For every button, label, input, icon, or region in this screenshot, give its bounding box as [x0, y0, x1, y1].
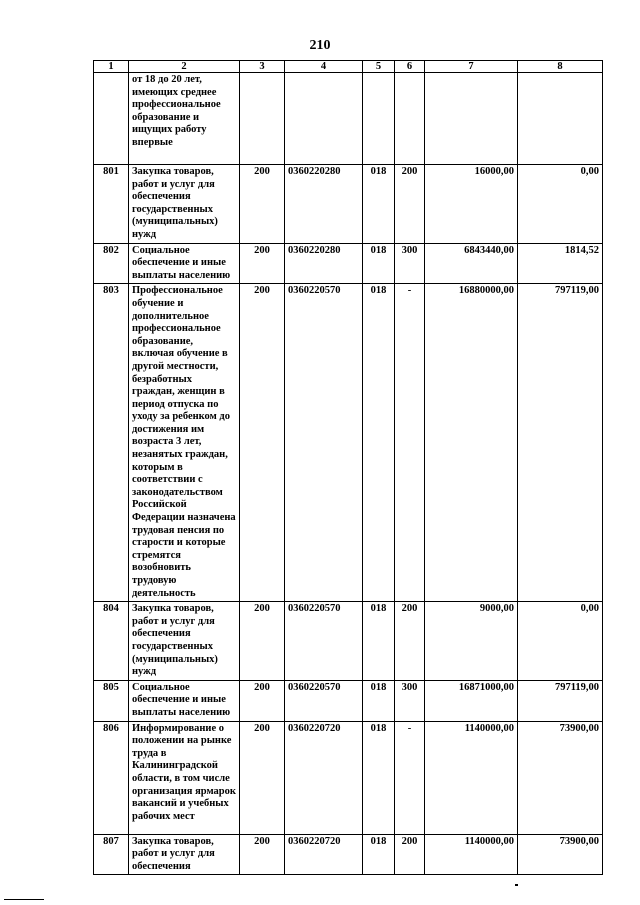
row-target-article: 0360220570	[285, 602, 363, 681]
row-chapter	[240, 73, 285, 165]
row-number: 806	[94, 721, 129, 834]
table-row	[94, 165, 603, 244]
row-amount-actual: 797119,00	[518, 680, 603, 721]
table-row	[94, 284, 603, 602]
row-code-6: 200	[395, 165, 425, 244]
row-target-article: 0360220720	[285, 721, 363, 834]
row-code-6: 300	[395, 680, 425, 721]
row-target-article: 0360220280	[285, 243, 363, 284]
row-amount-planned: 16000,00	[425, 165, 518, 244]
row-target-article	[285, 73, 363, 165]
row-amount-planned: 1140000,00	[425, 721, 518, 834]
row-code-5: 018	[363, 834, 395, 875]
page-number: 210	[309, 38, 331, 53]
table-row	[94, 73, 603, 165]
row-number: 807	[94, 834, 129, 875]
column-header: 3	[240, 61, 285, 73]
row-code-6: -	[395, 284, 425, 602]
budget-table	[93, 60, 603, 875]
row-amount-actual: 0,00	[518, 602, 603, 681]
row-code-5: 018	[363, 284, 395, 602]
row-number: 804	[94, 602, 129, 681]
row-description: Социальное обеспечение и иные выплаты населению	[129, 243, 240, 284]
row-chapter: 200	[240, 680, 285, 721]
row-description: Информирование о положении на рынке труда в Калининградской области, в том числе организация ярмарок вакансий и учебных рабочих мест	[129, 721, 240, 834]
row-code-6: 200	[395, 602, 425, 681]
row-code-6	[395, 73, 425, 165]
row-code-6: 200	[395, 834, 425, 875]
row-code-5: 018	[363, 243, 395, 284]
row-number: 805	[94, 680, 129, 721]
column-header: 7	[425, 61, 518, 73]
row-number: 802	[94, 243, 129, 284]
row-amount-planned	[425, 73, 518, 165]
row-description: Социальное обеспечение и иные выплаты населению	[129, 680, 240, 721]
row-chapter: 200	[240, 834, 285, 875]
row-target-article: 0360220280	[285, 165, 363, 244]
row-description: Профессиональное обучение и дополнительное профессиональное образование, включая обучение в другой местности, безработных граждан, женщин в период отпуска по уходу за ребенком до достижения им возраста 3 лет, незанятых граждан, которым в соответствии с законодательством Российской Федерации назначена трудовая пенсия по старости и которые стремятся возобновить трудовую деятельность	[129, 284, 240, 602]
row-amount-planned: 6843440,00	[425, 243, 518, 284]
row-amount-planned: 1140000,00	[425, 834, 518, 875]
row-chapter: 200	[240, 243, 285, 284]
row-code-5: 018	[363, 680, 395, 721]
column-header: 2	[129, 61, 240, 73]
scan-mark	[515, 884, 518, 886]
column-header: 5	[363, 61, 395, 73]
row-description: от 18 до 20 лет, имеющих среднее профессиональное образование и ищущих работу впервые	[129, 73, 240, 165]
row-amount-actual: 1814,52	[518, 243, 603, 284]
table-row	[94, 680, 603, 721]
row-amount-actual	[518, 73, 603, 165]
row-amount-planned: 9000,00	[425, 602, 518, 681]
table-row	[94, 834, 603, 875]
row-description: Закупка товаров, работ и услуг для обеспечения государственных (муниципальных) нужд	[129, 602, 240, 681]
row-target-article: 0360220720	[285, 834, 363, 875]
row-chapter: 200	[240, 721, 285, 834]
row-chapter: 200	[240, 602, 285, 681]
column-header: 6	[395, 61, 425, 73]
row-code-5: 018	[363, 165, 395, 244]
row-amount-planned: 16880000,00	[425, 284, 518, 602]
row-amount-actual: 73900,00	[518, 834, 603, 875]
row-amount-planned: 16871000,00	[425, 680, 518, 721]
row-code-6: -	[395, 721, 425, 834]
row-number: 803	[94, 284, 129, 602]
row-code-5: 018	[363, 721, 395, 834]
row-code-5: 018	[363, 602, 395, 681]
table-row	[94, 243, 603, 284]
column-header: 4	[285, 61, 363, 73]
row-amount-actual: 73900,00	[518, 721, 603, 834]
row-description: Закупка товаров, работ и услуг для обеспечения	[129, 834, 240, 875]
row-target-article: 0360220570	[285, 680, 363, 721]
table-row	[94, 721, 603, 834]
table-header-row	[94, 61, 603, 73]
row-code-5	[363, 73, 395, 165]
row-chapter: 200	[240, 284, 285, 602]
row-description: Закупка товаров, работ и услуг для обеспечения государственных (муниципальных) нужд	[129, 165, 240, 244]
row-number	[94, 73, 129, 165]
row-target-article: 0360220570	[285, 284, 363, 602]
row-code-6: 300	[395, 243, 425, 284]
table-row	[94, 602, 603, 681]
scan-edge-mark	[4, 899, 44, 900]
row-chapter: 200	[240, 165, 285, 244]
column-header: 8	[518, 61, 603, 73]
row-amount-actual: 797119,00	[518, 284, 603, 602]
row-number: 801	[94, 165, 129, 244]
row-amount-actual: 0,00	[518, 165, 603, 244]
column-header: 1	[94, 61, 129, 73]
